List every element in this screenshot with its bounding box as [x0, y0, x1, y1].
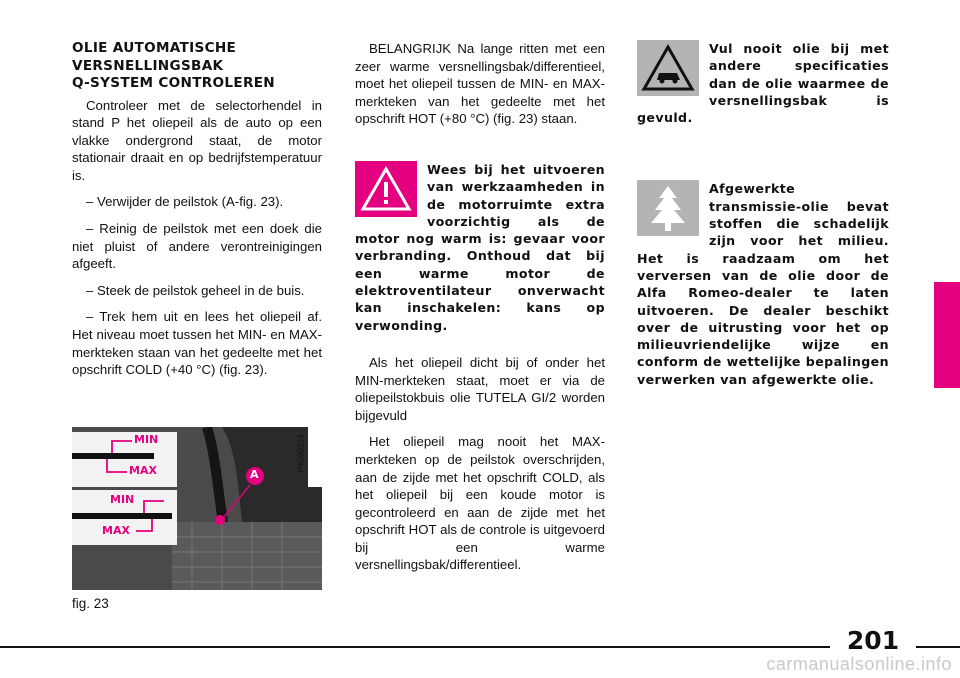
chapter-tab	[934, 282, 960, 388]
page-number: 201	[830, 626, 916, 656]
list-item: – Reinig de peilstok met een doek die niet pluist of andere verontreinigingen afgeeft.	[72, 221, 322, 272]
warning-triangle-icon	[355, 161, 417, 217]
section-heading: OLIE AUTOMATISCHE VERSNELLINGSBAK Q-SYSTEM CONTROLEREN	[72, 40, 275, 91]
callout-a: A	[250, 468, 259, 481]
figure-23	[72, 427, 322, 590]
label-min-cold: MIN	[110, 493, 135, 506]
tree-environment-icon	[637, 180, 699, 236]
column-1	[72, 40, 322, 388]
list-item: – Trek hem uit en lees het oliepeil af. Het niveau moet tussen het MIN- en MAX-merkteken staan van het gedeelte met het opschrift COLD (+40 °C) (fig. 23).	[72, 309, 322, 378]
figure-caption: fig. 23	[72, 596, 109, 611]
label-min-hot: MIN	[134, 433, 159, 446]
list-item: – Verwijder de peilstok (A-fig. 23).	[86, 194, 284, 210]
paragraph: Controleer met de selectorhendel in stand P het oliepeil als de auto op een vlakke ondergrond staat, de motor stationair draait en op bedrijfstemperatuur is.	[72, 97, 322, 183]
paragraph: Als het oliepeil dicht bij of onder het MIN-merkteken staat, moet er via de oliepeilstokbuis olie TUTELA GI/2 worden bijgevuld	[355, 354, 605, 423]
list-item: – Steek de peilstok geheel in de buis.	[86, 282, 305, 298]
label-max-hot: MAX	[129, 464, 157, 477]
caution-note: Vul nooit olie bij met andere specificaties dan de olie waarmee de versnellingsbak is gevuld.	[637, 41, 889, 126]
warning-note: Wees bij het uitvoeren van werkzaamheden in de motorruimte extra voorzichtig als de motor nog warm is: gevaar voor verbranding. Onthoud dat bij een warme motor de elektroventilateur onverwacht kan inschakelen: kans op verwonding.	[355, 161, 605, 333]
footer-rule	[0, 646, 960, 648]
figure-code: P4U00323	[296, 434, 306, 473]
column-2	[355, 40, 605, 583]
column-3	[637, 40, 889, 388]
paragraph-important: BELANGRIJK Na lange ritten met een zeer warme versnellingsbak/differentieel, moet het oliepeil tussen de MIN- en MAX-merkteken van het gedeelte met het opschrift HOT (+80 °C) (fig. 23) staan.	[355, 41, 605, 127]
dipstick-illustration	[72, 427, 322, 590]
car-warning-icon	[637, 40, 699, 96]
watermark: carmanualsonline.info	[766, 654, 952, 674]
paragraph: Het oliepeil mag nooit het MAX-merkteken op de peilstok overschrijden, aan de zijde met het opschrift COLD, als het oliepeil bij een koude motor is gecontroleerd en aan de zijde met het opschrift HOT als de controle is uitgevoerd bij een warme versnellingsbak/differentieel.	[355, 434, 605, 573]
environment-note: Afgewerkte transmissie-olie bevat stoffen die schadelijk zijn voor het milieu. Het is raadzaam om het verversen van de olie door de Alfa Romeo-dealer te laten uitvoeren. De dealer beschikt over de uitrusting voor het op milieuvriendelijke wijze en conform de wettelijke bepalingen verwerken van afgewerkte olie.	[637, 181, 889, 387]
label-max-cold: MAX	[102, 524, 130, 537]
